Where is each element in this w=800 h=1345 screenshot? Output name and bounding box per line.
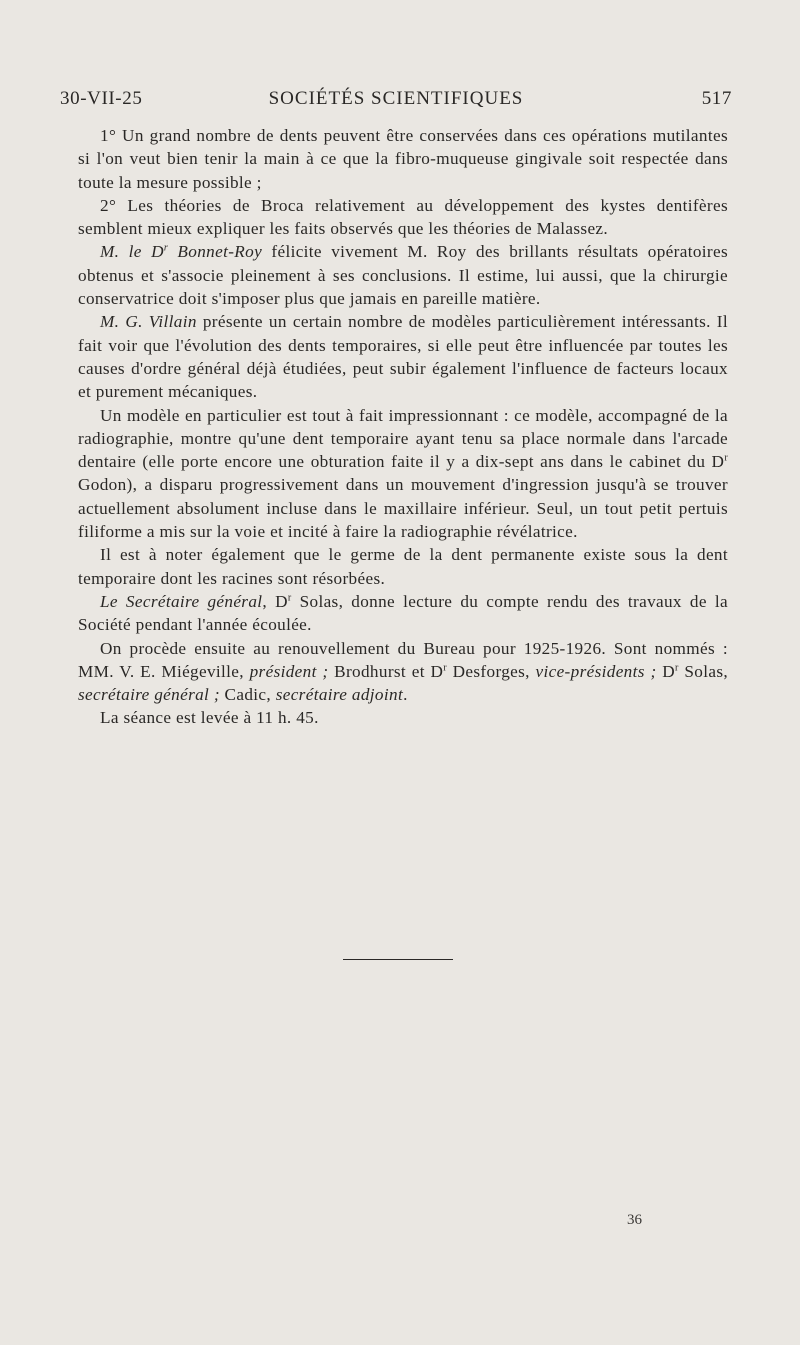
paragraph-conclusion-1: 1° Un grand nombre de dents peuvent être conservées dans ces opérations mutilantes si l'on veut bien tenir la main à ce que la fibro-muqueuse gingivale soit respectée dans toute la mesure possible ; [78, 126, 728, 192]
paragraph-closing: La séance est levée à 11 h. 45. [100, 708, 319, 728]
role-president: président ; [249, 661, 329, 681]
header-section-title: SOCIÉTÉS SCIENTIFIQUES [268, 88, 524, 109]
body-text [78, 124, 728, 730]
paragraph-bureau-election: On procède ensuite au renouvellement du Bureau pour 1925-1926. Sont nommés : MM. V. E. Miégeville, président ; Brodhurst et $D^r$ Desforges, vice-présidents ; $D^r$ Solas, secrétaire général ; Cadic, secrétaire adjoint. [78, 638, 729, 705]
paragraph-bonnet-roy: M. le $D^r$ Bonnet-Roy félicite vivement M. Roy des brillants résultats opératoires obtenus et s'associe pleinement à ses conclusions. Il estime, lui aussi, que la chirurgie conservatrice doit s'imposer plus que jamais en pareille matière. [78, 242, 729, 309]
role-assistant-secretary: secrétaire adjoint [275, 685, 404, 705]
running-head [60, 88, 732, 118]
section-divider-rule [343, 959, 453, 960]
paragraph-conclusion-2: 2° Les théories de Broca relativement au développement des kystes dentifères semblent mieux expliquer les faits observés que les théories de Malassez. [78, 195, 728, 239]
speaker-name: Le Secrétaire général [100, 591, 263, 611]
paragraph-model: Un modèle en particulier est tout à fait impressionnant : ce modèle, accompagné de la radiographie, montre qu'une dent temporaire ayant tenu sa place normale dans l'arcade dentaire (elle porte encore une obturation faite il y a dix-sept ans dans le cabinet du $D^r$ Godon), a disparu progressivement dans un mouvement d'ingression jusqu'à se trouver actuellement absolument incluse dans le maxillaire inférieur. Seul, un tout petit pertuis filiforme a mis sur la voie et incité à faire la radiographie révélatrice. [78, 405, 728, 542]
speaker-name: M. le $D^r$ Bonnet-Roy [100, 242, 263, 262]
paragraph-villain: M. G. Villain présente un certain nombre de modèles particulièrement intéressants. Il fait voir que l'évolution des dents temporaires, si elle peut être influencée par toutes les causes d'ordre général déjà étudiées, peut subir également l'influence de facteurs locaux et purement mécaniques. [78, 312, 728, 402]
paragraph-germ: Il est à noter également que le germe de la dent permanente existe sous la dent temporaire dont les racines sont résorbées. [78, 545, 728, 588]
role-vice-presidents: vice-présidents ; [535, 661, 657, 681]
signature-mark: 36 [627, 1212, 642, 1228]
role-secretary-general: secrétaire général ; [78, 685, 220, 705]
page-number: 517 [701, 88, 732, 109]
paragraph-secretary: Le Secrétaire général, $D^r$ Solas, donne lecture du compte rendu des travaux de la Société pendant l'année écoulée. [78, 591, 728, 635]
speaker-name: M. G. Villain [100, 312, 197, 332]
header-date: 30-VII-25 [60, 88, 143, 109]
